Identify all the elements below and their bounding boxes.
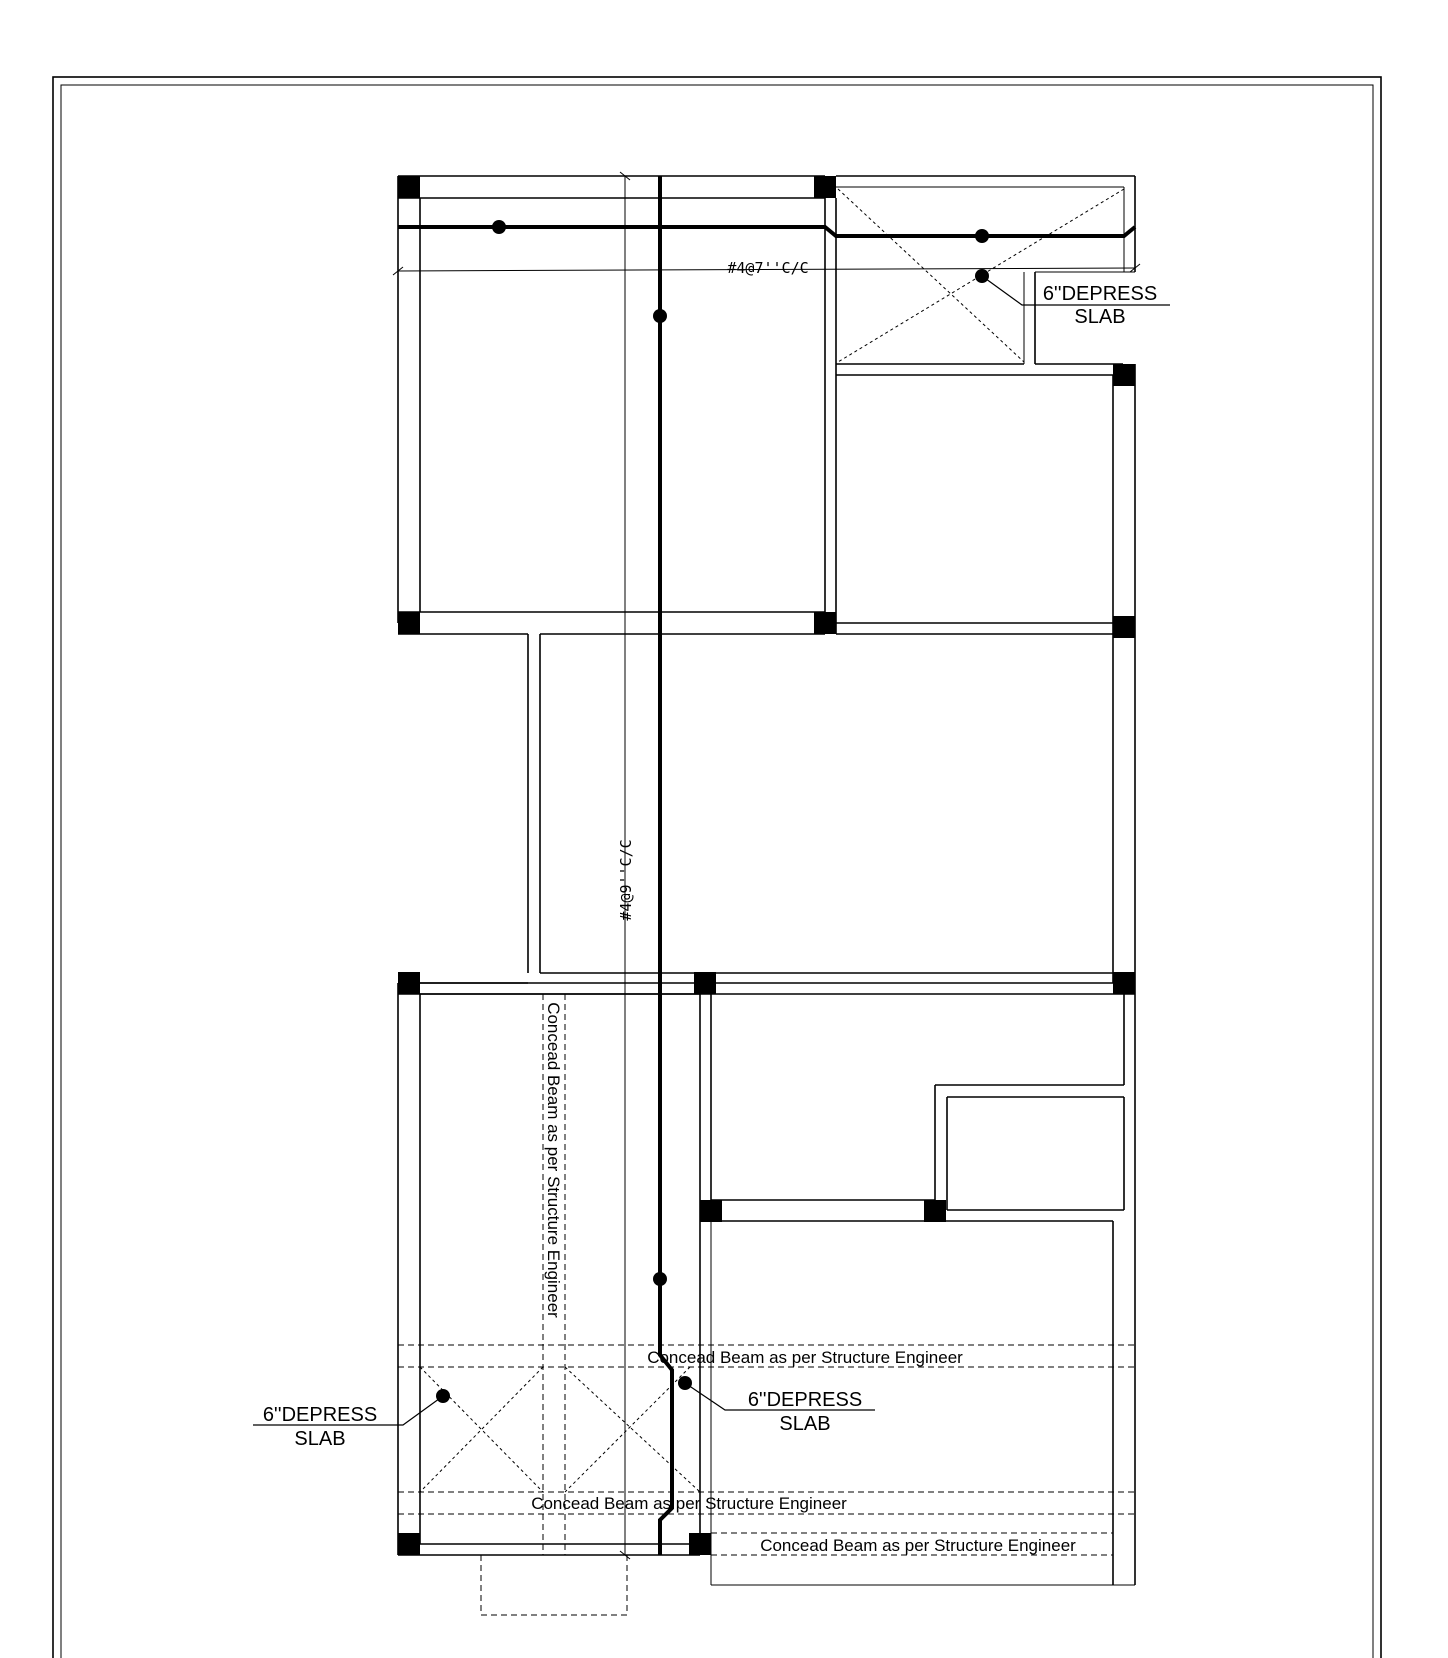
rebar-label-horizontal: #4@7''C/C	[727, 259, 809, 277]
sheet-border-inner	[61, 85, 1373, 1658]
rebar-label-vertical: #4@9''C/C	[617, 839, 635, 921]
depress-area-bottom	[420, 1367, 700, 1492]
depress-label-top-line1: 6''DEPRESS	[1042, 283, 1158, 305]
concealed-beam-label-vertical: Concead Beam as per Structure Engineer	[544, 1002, 563, 1318]
concealed-beam-label-1: Concead Beam as per Structure Engineer	[647, 1348, 963, 1367]
concealed-beam-label-2: Concead Beam as per Structure Engineer	[531, 1494, 847, 1513]
rebar-nodes	[436, 220, 989, 1403]
beam-outline-center	[398, 634, 1113, 983]
depress-label-left-line2: SLAB	[294, 1428, 346, 1450]
concealed-beam-label-3: Concead Beam as per Structure Engineer	[760, 1536, 1076, 1555]
depress-label-right-line1: 6''DEPRESS	[747, 1389, 863, 1411]
beam-outline-right-middle	[836, 364, 1135, 983]
sheet-border-outer	[53, 77, 1381, 1658]
depress-label-left-line1: 6''DEPRESS	[262, 1404, 378, 1426]
beam-outline-top-left	[398, 176, 836, 634]
depress-label-right-line2: SLAB	[779, 1413, 831, 1435]
depress-label-top-line2: SLAB	[1074, 306, 1126, 328]
rebar-line-horizontal	[398, 227, 1135, 236]
beam-outline-bottom-left	[398, 983, 1135, 1555]
concealed-beams-dashed	[398, 994, 1135, 1615]
